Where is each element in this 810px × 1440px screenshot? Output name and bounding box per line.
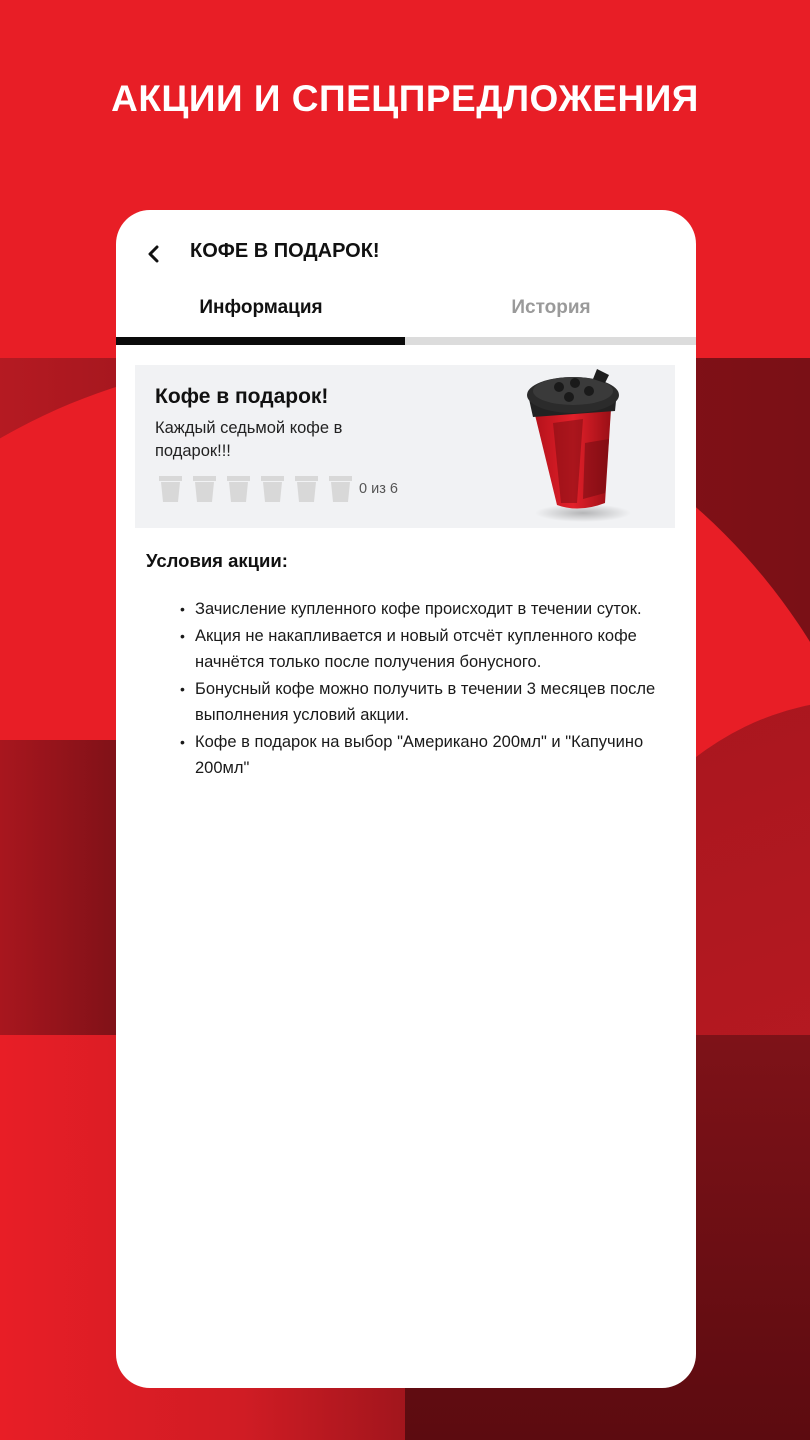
tab-indicator-inactive <box>405 337 696 345</box>
list-item: • Кофе в подарок на выбор "Американо 200мл" и "Капучино 200мл" <box>180 729 660 782</box>
stamp-counter: 0 из 6 <box>359 481 398 497</box>
stamp-cup-icon <box>293 473 320 503</box>
conditions-list <box>180 596 660 782</box>
stamp-cup-icon <box>157 473 184 503</box>
list-item: • Зачисление купленного кофе происходит в течении суток. <box>180 596 660 623</box>
tab-bar <box>116 294 696 346</box>
tab-information[interactable]: Информация <box>199 297 323 318</box>
stamp-cup-icon <box>259 473 286 503</box>
stamp-progress <box>157 473 398 503</box>
coffee-cup-icon <box>513 353 633 523</box>
header <box>116 210 696 294</box>
tab-history[interactable]: История <box>511 297 591 318</box>
stamp-cup-icon <box>327 473 354 503</box>
list-item: • Акция не накапливается и новый отсчёт купленного кофе начнётся только после получения бонусного. <box>180 623 660 676</box>
list-item: • Бонусный кофе можно получить в течении 3 месяцев после выполнения условий акции. <box>180 676 660 729</box>
tab-indicator-active <box>116 337 405 345</box>
stamp-cup-icon <box>225 473 252 503</box>
page-title: КОФЕ В ПОДАРОК! <box>190 240 380 262</box>
promo-title: Кофе в подарок! <box>155 385 329 408</box>
stamp-cup-icon <box>191 473 218 503</box>
promo-description: Каждый седьмой кофе в подарок!!! <box>155 419 343 460</box>
phone-screen <box>116 210 696 1388</box>
chevron-left-icon <box>147 245 161 263</box>
promo-card <box>135 365 675 528</box>
banner-title: АКЦИИ И СПЕЦПРЕДЛОЖЕНИЯ <box>111 78 699 119</box>
conditions-title: Условия акции: <box>146 550 288 571</box>
back-button[interactable] <box>140 238 168 270</box>
